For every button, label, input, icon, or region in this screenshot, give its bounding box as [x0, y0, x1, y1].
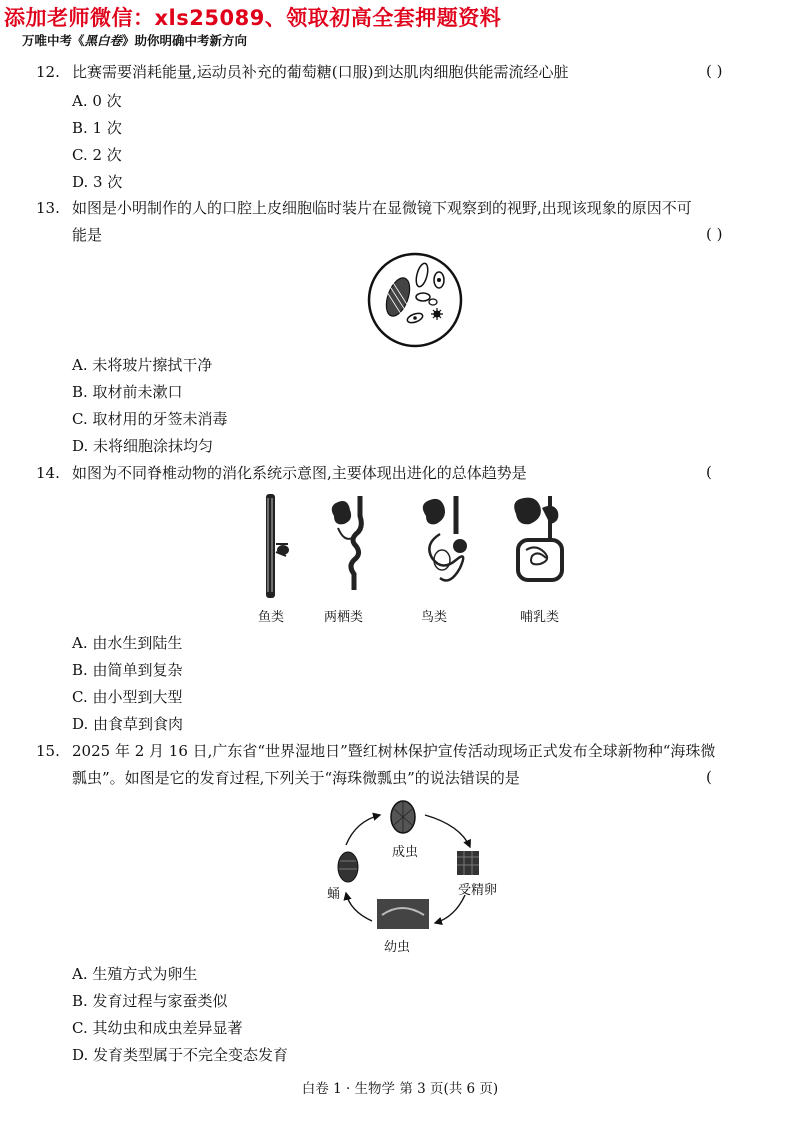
header-prefix: 万唯中考《: [22, 33, 85, 48]
mammal-label: 哺乳类: [520, 610, 560, 625]
q14-option-b: B. 由简单到复杂: [72, 661, 183, 679]
q15-option-c: C. 其幼虫和成虫差异显著: [72, 1019, 243, 1037]
q15-option-b: B. 发育过程与家蚕类似: [72, 992, 228, 1010]
q15-option-a: A. 生殖方式为卵生: [72, 965, 198, 983]
stage-larva-label: 幼虫: [384, 940, 411, 955]
q14-option-a: A. 由水生到陆生: [72, 634, 183, 652]
q15-number: 15.: [36, 742, 60, 760]
amphibian-digestive-figure: [324, 494, 374, 594]
q13-stem-line1: 如图是小明制作的人的口腔上皮细胞临时装片在显微镜下观察到的视野,出现该现象的原因不可: [72, 199, 692, 217]
q12-stem: 比赛需要消耗能量,运动员补充的葡萄糖(口服)到达肌肉细胞供能需流经心脏: [72, 63, 569, 81]
q15-option-d: D. 发育类型属于不完全变态发育: [72, 1046, 289, 1064]
q13-option-c: C. 取材用的牙签未消毒: [72, 410, 228, 428]
q15-answer-paren: (: [706, 768, 712, 786]
q14-number: 14.: [36, 464, 60, 482]
fish-digestive-figure: [254, 492, 294, 602]
stage-adult-label: 成虫: [392, 845, 419, 860]
q12-number: 12.: [36, 63, 60, 81]
q14-option-c: C. 由小型到大型: [72, 688, 183, 706]
stage-egg-label: 受精卵: [458, 883, 498, 898]
q12-option-d: D. 3 次: [72, 173, 123, 191]
bird-digestive-figure: [416, 494, 476, 594]
promo-banner: 添加老师微信：xls25089、领取初高全套押题资料: [4, 6, 502, 30]
q12-answer-paren: ( ): [706, 62, 723, 80]
bird-label: 鸟类: [421, 610, 448, 625]
mammal-digestive-figure: [510, 494, 570, 594]
q13-option-d: D. 未将细胞涂抹均匀: [72, 437, 214, 455]
q13-answer-paren: ( ): [706, 225, 723, 243]
q14-answer-paren: (: [706, 463, 712, 481]
header-suffix: 》助你明确中考新方向: [122, 33, 248, 48]
q14-stem: 如图为不同脊椎动物的消化系统示意图,主要体现出进化的总体趋势是: [72, 464, 527, 482]
q13-option-b: B. 取材前未漱口: [72, 383, 183, 401]
q15-stem-line2: 瓢虫”。如图是它的发育过程,下列关于“海珠微瓢虫”的说法错误的是: [72, 769, 520, 787]
q14-option-d: D. 由食草到食肉: [72, 715, 184, 733]
q13-option-a: A. 未将玻片擦拭干净: [72, 356, 213, 374]
amphibian-label: 两栖类: [324, 610, 364, 625]
page-footer: 白卷 1 · 生物学 第 3 页(共 6 页): [301, 1081, 499, 1097]
fish-label: 鱼类: [258, 610, 285, 625]
page-header: [22, 31, 247, 49]
microscope-field-figure: [365, 250, 465, 350]
stage-pupa-label: 蛹: [327, 887, 341, 902]
q12-option-c: C. 2 次: [72, 146, 122, 164]
ladybug-lifecycle-figure: [320, 795, 490, 955]
q15-stem-line1: 2025 年 2 月 16 日,广东省“世界湿地日”暨红树林保护宣传活动现场正式发布全球新物种“海珠微: [72, 742, 716, 760]
q13-number: 13.: [36, 199, 60, 217]
q13-stem-line2: 能是: [72, 226, 103, 244]
q12-option-a: A. 0 次: [72, 92, 122, 110]
header-brand: 黑白卷: [84, 33, 123, 48]
q12-option-b: B. 1 次: [72, 119, 122, 137]
